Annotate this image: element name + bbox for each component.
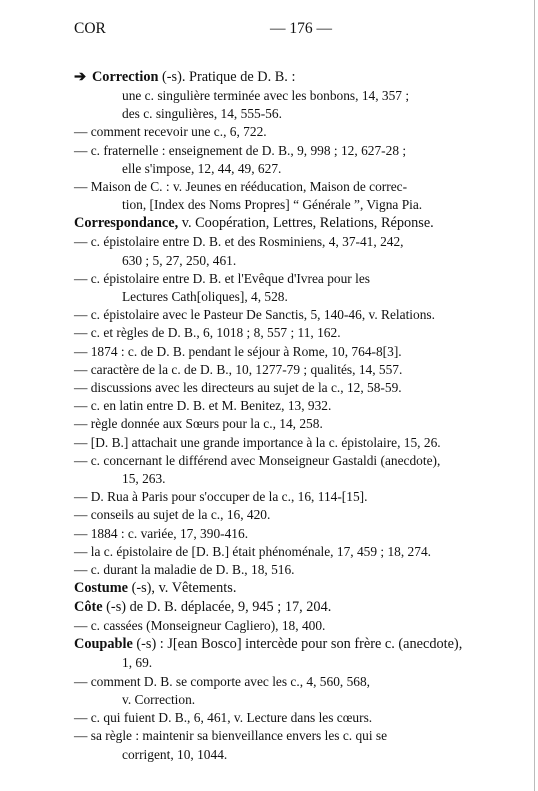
entry-text: — c. en latin entre D. B. et M. Benitez, 13, 932. <box>74 398 332 414</box>
index-subentry-line <box>122 746 484 764</box>
page-number: — 176 — <box>270 20 332 37</box>
index-headword-line <box>74 598 484 617</box>
index-subentry-line <box>122 252 484 270</box>
page-header <box>74 20 474 44</box>
entry-text: — c. et règles de D. B., 6, 1018 ; 8, 557 ; 11, 162. <box>74 325 341 341</box>
index-entries <box>74 68 484 764</box>
index-subentry-line <box>122 654 484 672</box>
entry-text: — la c. épistolaire de [D. B.] était phénoménale, 17, 459 ; 18, 274. <box>74 543 431 559</box>
index-headword-line <box>74 579 484 598</box>
entry-text: — c. concernant le différend avec Monseigneur Gastaldi (anecdote), <box>74 452 441 468</box>
arrow-icon: ➔ <box>74 69 86 85</box>
entry-text: — [D. B.] attachait une grande importance à la c. épistolaire, 15, 26. <box>74 434 441 450</box>
headword-suffix: (-s), <box>128 580 156 597</box>
index-subentry-line <box>74 506 484 524</box>
entry-text: J[ean Bosco] intercède pour son frère c. (anecdote), <box>163 636 463 653</box>
entry-text: — 1884 : c. variée, 17, 390-416. <box>74 525 249 541</box>
headword: Coupable <box>74 636 133 653</box>
page-edge <box>534 0 535 791</box>
entry-text: — c. durant la maladie de D. B., 18, 516. <box>74 562 295 578</box>
entry-text: 630 ; 5, 27, 250, 461. <box>122 252 237 268</box>
entry-text: — c. épistolaire entre D. B. et l'Evêque d'Ivrea pour les <box>74 270 370 286</box>
entry-text: — comment D. B. se comporte avec les c., 4, 560, 568, <box>74 673 371 689</box>
entry-text: — conseils au sujet de la c., 16, 420. <box>74 507 271 523</box>
section-letters: COR <box>74 20 106 37</box>
index-subentry-line <box>74 617 484 635</box>
index-headword-line <box>74 635 484 654</box>
index-subentry-line <box>74 123 484 141</box>
headword-suffix: (-s) : <box>132 636 164 653</box>
entry-text: — c. fraternelle : enseignement de D. B., 9, 998 ; 12, 627-28 ; <box>74 142 407 158</box>
index-subentry-line <box>98 105 484 123</box>
index-subentry-line <box>74 270 484 288</box>
entry-text: v. Vêtements. <box>155 580 237 597</box>
entry-text: — discussions avec les directeurs au sujet de la c., 12, 58-59. <box>74 380 402 396</box>
index-subentry-line <box>74 178 484 196</box>
index-subentry-line <box>74 452 484 470</box>
headword: Correction <box>91 69 159 85</box>
headword-suffix: (-s). <box>158 69 186 85</box>
index-subentry-line <box>74 543 484 561</box>
index-subentry-line <box>74 306 484 324</box>
entry-text: — Maison de C. : v. Jeunes en rééducation, Maison de correc- <box>74 179 408 195</box>
entry-text: des c. singulières, 14, 555-56. <box>122 106 282 122</box>
entry-text: — c. cassées (Monseigneur Cagliero), 18, 400. <box>74 618 326 634</box>
entry-text: — c. épistolaire avec le Pasteur De Sanctis, 5, 140-46, v. Relations. <box>74 307 435 323</box>
headword-suffix: (-s) <box>102 599 127 616</box>
entry-text: v. Correction. <box>122 691 196 707</box>
entry-text: tion, [Index des Noms Propres] “ Générale ”, Vigna Pia. <box>122 197 423 213</box>
index-subentry-line <box>74 397 484 415</box>
entry-text: une c. singulière terminée avec les bonbons, 14, 357 ; <box>122 88 410 103</box>
index-subentry-line <box>122 196 484 214</box>
index-subentry-line <box>74 324 484 342</box>
index-subentry-line <box>74 379 484 397</box>
index-subentry-line <box>74 525 484 543</box>
index-subentry-line <box>74 434 484 452</box>
index-subentry-line <box>74 343 484 361</box>
index-subentry-line <box>74 415 484 433</box>
index-headword-line <box>74 68 484 87</box>
index-subentry-line <box>74 233 484 251</box>
entry-text: 1, 69. <box>122 655 153 671</box>
entry-text: de D. B. déplacée, 9, 945 ; 17, 204. <box>126 599 332 616</box>
entry-text: corrigent, 10, 1044. <box>122 746 228 762</box>
entry-text: — c. épistolaire entre D. B. et des Rosminiens, 4, 37-41, 242, <box>74 234 404 250</box>
entry-text: — 1874 : c. de D. B. pendant le séjour à Rome, 10, 764-8[3]. <box>74 343 402 359</box>
entry-text: — règle donnée aux Sœurs pour la c., 14, 258. <box>74 416 323 432</box>
entry-text: — sa règle : maintenir sa bienveillance envers les c. qui se <box>74 728 388 744</box>
index-subentry-line <box>98 87 484 105</box>
entry-text: v. Coopération, Lettres, Relations, Réponse. <box>178 215 434 232</box>
entry-text: — comment recevoir une c., 6, 722. <box>74 124 267 140</box>
index-subentry-line <box>122 470 484 488</box>
index-subentry-line <box>74 709 484 727</box>
headword: Côte <box>74 599 103 616</box>
index-subentry-line <box>122 691 484 709</box>
entry-text: — D. Rua à Paris pour s'occuper de la c., 16, 114-[15]. <box>74 489 368 505</box>
entry-text: — c. qui fuient D. B., 6, 461, v. Lecture dans les cœurs. <box>74 710 373 726</box>
index-headword-line <box>74 214 484 233</box>
index-subentry-line <box>122 160 484 178</box>
headword: Costume <box>74 580 129 597</box>
entry-text: — caractère de la c. de D. B., 10, 1277-79 ; qualités, 14, 557. <box>74 361 403 377</box>
entry-text: Lectures Cath[oliques], 4, 528. <box>122 289 288 305</box>
entry-text: Pratique de D. B. : <box>185 69 296 85</box>
entry-text: 15, 263. <box>122 471 166 487</box>
entry-text: elle s'impose, 12, 44, 49, 627. <box>122 160 282 176</box>
index-subentry-line <box>74 361 484 379</box>
index-subentry-line <box>74 727 484 745</box>
index-subentry-line <box>74 561 484 579</box>
index-subentry-line <box>122 288 484 306</box>
index-subentry-line <box>74 673 484 691</box>
index-subentry-line <box>74 488 484 506</box>
index-subentry-line <box>74 142 484 160</box>
headword: Correspondance, <box>74 215 179 232</box>
